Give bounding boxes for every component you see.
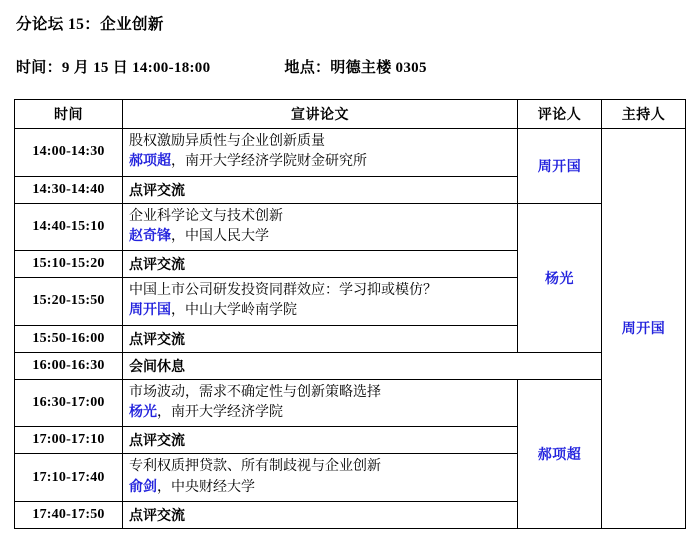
paper-author: 俞剑 xyxy=(129,479,157,495)
row-time: 17:10-17:40 xyxy=(15,454,123,502)
paper-author: 杨光 xyxy=(129,405,157,421)
table-row xyxy=(15,203,686,251)
page-title: 分论坛 15：企业创新 xyxy=(16,16,164,33)
row-paper xyxy=(123,203,518,251)
paper-title: 股权激励异质性与企业创新质量 xyxy=(129,134,325,149)
session-place: 地点：明德主楼 0305 xyxy=(284,60,427,76)
table-row xyxy=(15,379,686,427)
paper-author: 赵奇锋 xyxy=(129,228,171,244)
row-time: 16:30-17:00 xyxy=(15,379,123,427)
paper-affiliation: ，南开大学经济学院 xyxy=(157,405,283,421)
paper-title: 企业科学论文与技术创新 xyxy=(129,208,283,224)
paper-title: 专利权质押贷款、所有制歧视与企业创新 xyxy=(129,459,381,475)
paper-author-line xyxy=(129,152,511,172)
row-discussant: 杨光 xyxy=(518,203,602,352)
agenda-table xyxy=(14,99,686,529)
row-paper xyxy=(123,278,518,326)
paper-author: 周开国 xyxy=(129,303,171,319)
paper-affiliation: ，中央财经大学 xyxy=(157,479,255,495)
row-paper xyxy=(123,379,518,427)
row-time: 15:20-15:50 xyxy=(15,278,123,326)
paper-author-line xyxy=(129,301,511,321)
session-meta xyxy=(14,34,685,77)
row-time: 14:30-14:40 xyxy=(15,176,123,203)
row-time: 15:50-16:00 xyxy=(15,325,123,352)
row-paper xyxy=(123,454,518,502)
row-time: 15:10-15:20 xyxy=(15,251,123,278)
paper-affiliation: ，中国人民大学 xyxy=(171,228,269,244)
row-discussant: 周开国 xyxy=(518,129,602,204)
row-discussion: 点评交流 xyxy=(123,176,518,203)
row-paper xyxy=(123,129,518,177)
paper-affiliation: ，中山大学岭南学院 xyxy=(171,303,297,319)
row-time: 17:40-17:50 xyxy=(15,501,123,528)
row-chair: 周开国 xyxy=(602,129,686,529)
row-discussion: 点评交流 xyxy=(123,501,518,528)
paper-title: 中国上市公司研发投资同群效应：学习抑或模仿？ xyxy=(129,283,437,299)
row-discussion: 点评交流 xyxy=(123,325,518,352)
paper-author: 郝项超 xyxy=(129,154,171,170)
header-chair: 主持人 xyxy=(602,100,686,129)
row-time: 14:00-14:30 xyxy=(15,129,123,177)
table-row xyxy=(15,352,686,379)
row-time: 16:00-16:30 xyxy=(15,352,123,379)
paper-title: 市场波动，需求不确定性与创新策略选择 xyxy=(129,384,381,400)
row-time: 17:00-17:10 xyxy=(15,427,123,454)
paper-author-line xyxy=(129,478,511,498)
table-row xyxy=(15,129,686,177)
session-time: 时间：9 月 15 日 14:00-18:00 xyxy=(16,60,211,76)
row-time: 14:40-15:10 xyxy=(15,203,123,251)
header-discussant: 评论人 xyxy=(518,100,602,129)
row-discussion: 点评交流 xyxy=(123,427,518,454)
paper-affiliation: ，南开大学经济学院财金研究所 xyxy=(171,154,367,170)
table-header-row xyxy=(15,100,686,129)
row-discussion: 点评交流 xyxy=(123,251,518,278)
row-break: 会间休息 xyxy=(123,352,602,379)
row-discussant: 郝项超 xyxy=(518,379,602,528)
header-time: 时间 xyxy=(15,100,123,129)
paper-author-line xyxy=(129,227,511,247)
header-paper: 宣讲论文 xyxy=(123,100,518,129)
paper-author-line xyxy=(129,403,511,423)
